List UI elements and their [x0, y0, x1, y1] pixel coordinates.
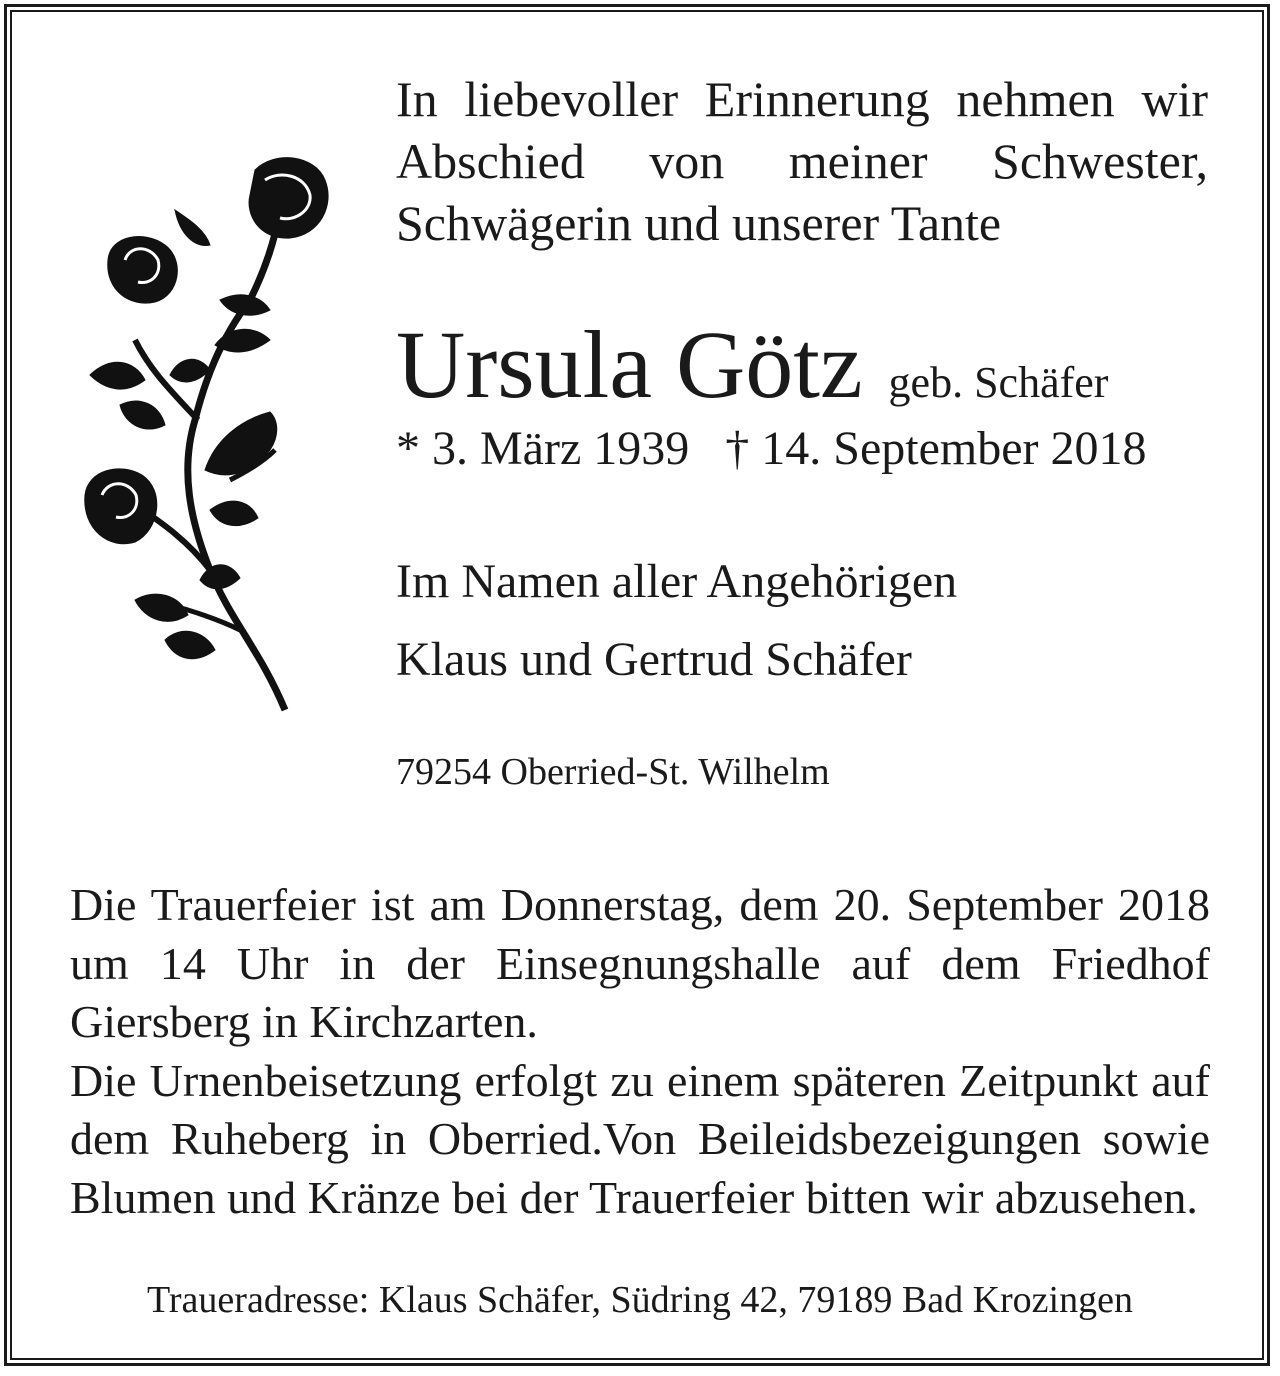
service-line: dem Ruheberg in Oberried.Von Beileidsbezeigungen sowie: [70, 1113, 1210, 1165]
service-line: Die Urnenbeisetzung erfolgt zu einem späteren Zeitpunkt auf: [70, 1054, 1210, 1106]
relatives-line: Klaus und Gertrud Schäfer: [396, 633, 912, 686]
service-text: [70, 876, 1210, 1228]
relatives-block: [396, 543, 957, 699]
service-line: Die Trauerfeier ist am Donnerstag, dem 20. September 2018: [70, 879, 1210, 930]
service-line: Giersberg in Kirchzarten.: [70, 996, 538, 1048]
life-dates: * 3. März 1939 † 14. September 2018: [396, 422, 1147, 475]
deceased-name: Ursula Götz: [396, 311, 863, 418]
mourning-address: Traueradresse: Klaus Schäfer, Südring 42, 79189 Bad Krozingen: [147, 1279, 1133, 1321]
intro-line: Schwägerin und unserer Tante: [396, 195, 1002, 251]
deceased-name-line: [396, 300, 1226, 430]
intro-line: In liebevoller Erinnerung nehmen wir: [396, 71, 1208, 127]
intro-text: [396, 68, 1208, 254]
maiden-name: geb. Schäfer: [888, 358, 1109, 407]
service-line: um 14 Uhr in der Einsegnungshalle auf dem Friedhof: [70, 937, 1210, 989]
intro-line: Abschied von meiner Schwester,: [396, 133, 1208, 189]
place-of-residence: 79254 Oberried-St. Wilhelm: [396, 751, 830, 793]
relatives-line: Im Namen aller Angehörigen: [396, 555, 958, 608]
rose-branch-icon: [80, 150, 330, 740]
service-line: Blumen und Kränze bei der Trauerfeier bitten wir abzusehen.: [70, 1171, 1198, 1223]
